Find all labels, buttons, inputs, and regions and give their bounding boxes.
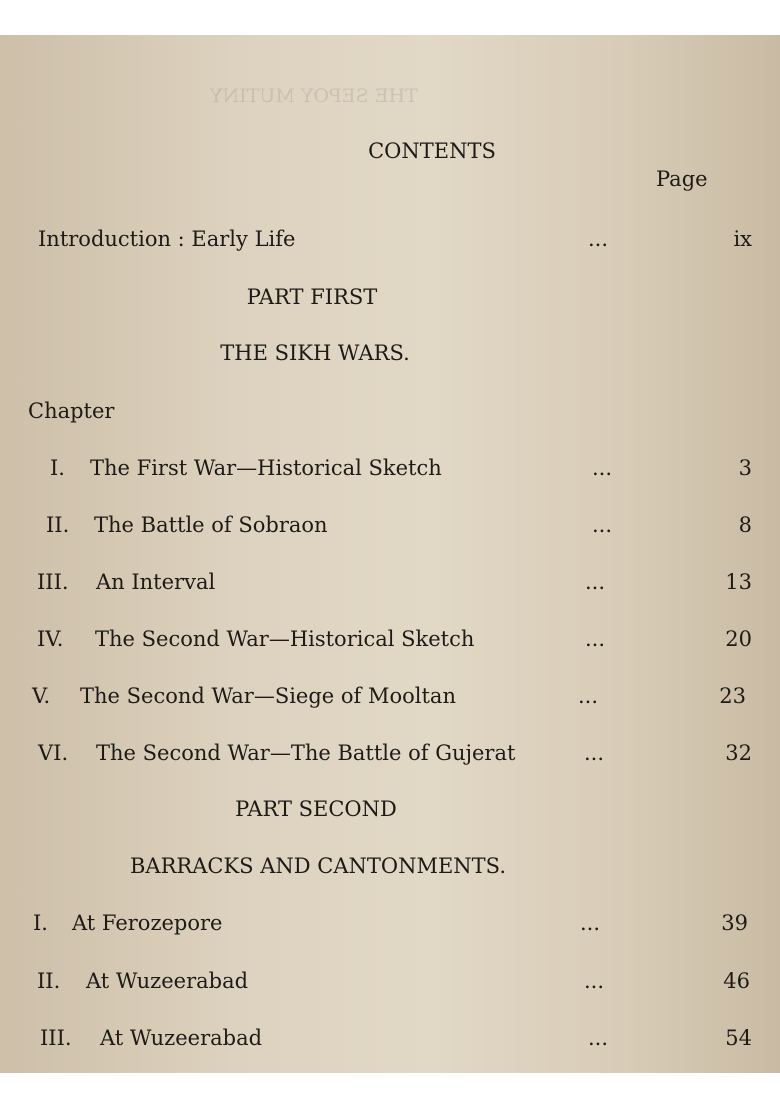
- page-number: 8: [738, 513, 752, 537]
- leader-dots: ...: [592, 456, 613, 480]
- page-number: 23: [719, 684, 746, 708]
- chapter-number: II.: [46, 513, 70, 537]
- chapter-number: I.: [50, 456, 65, 480]
- chapter-number: IV.: [37, 627, 64, 651]
- chapter-title: The Second War—The Battle of Gujerat: [96, 741, 516, 765]
- chapter-title: The First War—Historical Sketch: [90, 456, 442, 480]
- chapter-title: An Interval: [96, 570, 216, 594]
- chapter-number: V.: [32, 684, 51, 708]
- chapter-number: III.: [40, 1026, 72, 1050]
- part-first-label: PART FIRST: [246, 285, 378, 309]
- chapter-number: I.: [33, 911, 48, 935]
- page-number: 54: [725, 1026, 752, 1050]
- intro-page: ix: [733, 227, 752, 251]
- page-number: 3: [738, 456, 752, 480]
- page-number: 20: [725, 627, 752, 651]
- intro-dots: ...: [588, 227, 609, 251]
- leader-dots: ...: [584, 969, 605, 993]
- leader-dots: ...: [580, 911, 601, 935]
- bleed-through-text: THE SEPOY MUTINY: [210, 85, 418, 107]
- chapter-number: III.: [37, 570, 69, 594]
- book-page: [0, 35, 780, 1073]
- page-number: 46: [723, 969, 750, 993]
- intro-title: Introduction : Early Life: [38, 227, 296, 251]
- leader-dots: ...: [585, 570, 606, 594]
- chapter-title: The Second War—Siege of Mooltan: [80, 684, 456, 708]
- page-number: 13: [725, 570, 752, 594]
- chapter-title: At Wuzeerabad: [100, 1026, 263, 1050]
- part-first-title: THE SIKH WARS.: [220, 341, 410, 365]
- chapter-label: Chapter: [28, 399, 115, 423]
- chapter-title: At Ferozepore: [72, 911, 223, 935]
- page-column-label: Page: [656, 167, 708, 191]
- page-number: 39: [721, 911, 748, 935]
- part-second-label: PART SECOND: [235, 797, 397, 821]
- page-number: 32: [725, 741, 752, 765]
- leader-dots: ...: [578, 684, 599, 708]
- chapter-number: II.: [37, 969, 61, 993]
- contents-heading: CONTENTS: [368, 139, 496, 163]
- leader-dots: ...: [584, 741, 605, 765]
- chapter-title: At Wuzeerabad: [86, 969, 249, 993]
- part-second-title: BARRACKS AND CANTONMENTS.: [130, 854, 506, 878]
- leader-dots: ...: [592, 513, 613, 537]
- chapter-title: The Battle of Sobraon: [94, 513, 328, 537]
- leader-dots: ...: [585, 627, 606, 651]
- chapter-number: VI.: [38, 741, 69, 765]
- chapter-title: The Second War—Historical Sketch: [95, 627, 475, 651]
- leader-dots: ...: [588, 1026, 609, 1050]
